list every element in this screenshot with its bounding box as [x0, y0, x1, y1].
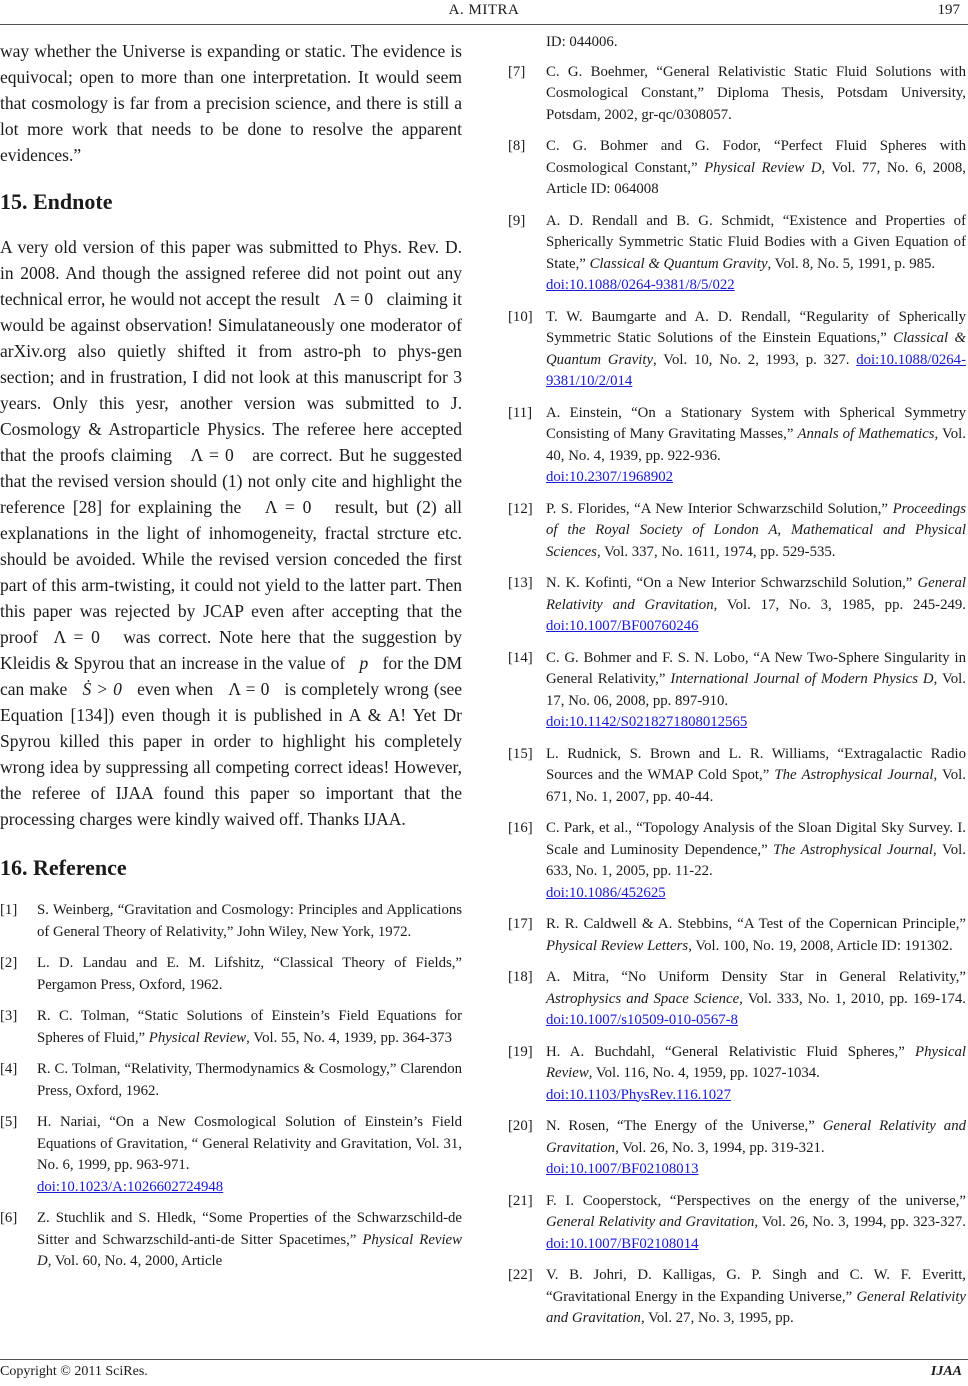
- journal-name: Physical Review D: [704, 159, 822, 176]
- doi-link[interactable]: doi:10.1007/BF00760246: [546, 618, 699, 634]
- journal-name: Proceedings of the Royal Society of London A, Mathematical and Physical Sciences: [546, 500, 966, 560]
- header-divider: [0, 24, 968, 25]
- reference-text: Z. Stuchlik and S. Hledk, “Some Properties of the Schwarzschild-de Sitter and Schwarzschild-anti-de Sitter Spacetimes,” Physical Review D, Vol. 60, No. 4, 2000, Article: [37, 1210, 462, 1269]
- running-head-author: A. MITRA: [448, 2, 520, 18]
- lambda-zero-math: Λ = 0: [264, 497, 312, 517]
- reference-item: [0, 1059, 462, 1102]
- lambda-zero-math: Λ = 0: [53, 627, 100, 647]
- doi-link[interactable]: doi:10.1103/PhysRev.116.1027: [546, 1086, 731, 1103]
- doi-link[interactable]: doi:10.1086/452625: [546, 884, 666, 901]
- reference-item: [508, 211, 966, 297]
- reference-text: C. G. Bohmer and F. S. N. Lobo, “A New Two-Sphere Singularity in General Relativity,” International Journal of Modern Physics D, Vol. 17, No. 06, 2008, pp. 897-910. doi:10.1142/S0218271808012565: [546, 649, 966, 730]
- reference-text: P. S. Florides, “A New Interior Schwarzschild Solution,” Proceedings of the Royal Society of London A, Mathematical and Physical Sciences, Vol. 337, No. 1611, 1974, pp. 529-535.: [546, 500, 966, 560]
- reference-item: [508, 307, 966, 393]
- reference-text: F. I. Cooperstock, “Perspectives on the energy of the universe,” General Relativity and Gravitation, Vol. 26, No. 3, 1994, pp. 323-327. doi:10.1007/BF02108014: [546, 1192, 966, 1252]
- journal-name: Classical & Quantum Gravity: [546, 330, 966, 368]
- endnote-text-1: A very old version of this paper was submitted to Phys. Rev. D. in 2008. And though the assigned referee did not point out any technical error, he would not accept the result: [0, 237, 462, 309]
- endnote-text-6: for the DM can make: [0, 653, 463, 699]
- reference-item: [508, 914, 966, 957]
- reference-item: [0, 953, 462, 996]
- journal-name: International Journal of Modern Physics D: [670, 671, 934, 687]
- reference-item: [508, 648, 966, 734]
- endnote-text-7: even when: [137, 679, 214, 699]
- reference-number: [6]: [0, 1210, 18, 1226]
- reference-text: C. G. Bohmer and G. Fodor, “Perfect Fluid Spheres with Cosmological Constant,” Physical Review D, Vol. 77, No. 6, 2008, Article ID: 064008: [546, 138, 966, 197]
- journal-name: Astrophysics and Space Science: [546, 990, 740, 1007]
- reference-item: [0, 1112, 462, 1198]
- reference-item: [508, 1265, 966, 1330]
- reference-item: [0, 1006, 462, 1049]
- reference-number: [1]: [0, 902, 18, 918]
- reference-text: A. Mitra, “No Uniform Density Star in General Relativity,” Astrophysics and Space Science, Vol. 333, No. 1, 2010, pp. 169-174. doi:10.1007/s10509-010-0567-8: [546, 969, 966, 1028]
- journal-name: Annals of Mathematics: [797, 426, 935, 442]
- doi-link[interactable]: doi:10.1088/0264-9381/8/5/022: [546, 277, 735, 293]
- reference-text: C. Park, et al., “Topology Analysis of the Sloan Digital Sky Survey. I. Scale and Luminosity Dependence,” The Astrophysical Journal, Vol. 633, No. 1, 2005, pp. 11-22. doi:10.1086/452625: [546, 820, 966, 901]
- doi-link[interactable]: doi:10.1007/BF02108013: [546, 1161, 699, 1177]
- reference-number: [16]: [508, 820, 533, 836]
- reference-item: [508, 1042, 966, 1107]
- journal-name: Classical & Quantum Gravity: [589, 255, 768, 272]
- reference-item: [508, 403, 966, 489]
- reference-number: [4]: [0, 1061, 18, 1077]
- reference-number: [21]: [508, 1192, 533, 1209]
- reference-item: [0, 900, 462, 943]
- endnote-text-5: was correct. Note here that the suggestion by Kleidis & Spyrou that an increase in the value of: [0, 627, 463, 673]
- reference-text: H. A. Buchdahl, “General Relativistic Fluid Spheres,” Physical Review, Vol. 116, No. 4, 1959, pp. 1027-1034. doi:10.1103/PhysRev.116.1027: [546, 1043, 966, 1103]
- reference-number: [17]: [508, 916, 533, 932]
- reference-item: [508, 62, 966, 127]
- lambda-zero-math: Λ = 0: [333, 289, 374, 309]
- intro-paragraph: way whether the Universe is expanding or static. The evidence is equivocal; open to more than one interpretation. It would seem that cosmology is far from a precision science, and there is still a lot more work that needs to be done to resolve the apparent evidences.”: [0, 41, 462, 165]
- s-dot-math: Ṡ > 0: [82, 679, 122, 699]
- reference-number: [19]: [508, 1043, 533, 1060]
- journal-name: Physical Review: [148, 1029, 247, 1046]
- page-number: 197: [937, 2, 960, 18]
- reference-number: [8]: [508, 138, 526, 154]
- reference-item: [508, 744, 966, 809]
- doi-link[interactable]: doi:10.1088/0264-9381/10/2/014: [546, 351, 966, 389]
- reference-item: [508, 1191, 966, 1256]
- journal-name: Physical Review D: [37, 1231, 462, 1269]
- reference-heading: 16. Reference: [0, 855, 127, 880]
- endnote-text-4: result, but (2) all explanations in the light of inhomogeneity, fractal strcture etc. should be avoided. While the revised version conceded the first part of this arm-twisting, it could not yield to the latter part. Then this paper was rejected by JCAP even after accepting that the proof: [0, 497, 462, 647]
- reference-text: A. Einstein, “On a Stationary System with Spherical Symmetry Consisting of Many Gravitating Masses,” Annals of Mathematics, Vol. 40, No. 4, 1939, pp. 922-936. doi:10.2307/1968902: [546, 404, 966, 485]
- footer-journal: IJAA: [930, 1364, 962, 1379]
- reference-text: R. C. Tolman, “Relativity, Thermodynamics & Cosmology,” Clarendon Press, Oxford, 1962.: [37, 1061, 462, 1099]
- reference-number: [12]: [508, 500, 533, 517]
- journal-name: Physical Review Letters: [546, 937, 689, 954]
- reference-list-right: [508, 32, 966, 1330]
- endnote-heading: 15. Endnote: [0, 189, 113, 214]
- reference-text: L. D. Landau and E. M. Lifshitz, “Classical Theory of Fields,” Pergamon Press, Oxford, 1962.: [37, 955, 462, 993]
- journal-name: The Astrophysical Journal: [774, 767, 934, 783]
- reference-item: [508, 499, 966, 564]
- reference-text: C. G. Boehmer, “General Relativistic Static Fluid Solutions with Cosmological Constant,” Diploma Thesis, Potsdam University, Potsdam, 2002, gr-qc/0308057.: [546, 63, 966, 123]
- doi-link[interactable]: doi:10.1007/BF02108014: [546, 1235, 699, 1252]
- endnote-paragraph: [0, 234, 462, 832]
- reference-text: T. W. Baumgarte and A. D. Rendall, “Regularity of Spherically Symmetric Static Solutions of the Einstein Equations,” Classical & Quantum Gravity, Vol. 10, No. 2, 1993, p. 327. doi:10.1088/0264-9381/10/2/014: [546, 308, 966, 389]
- reference-text: V. B. Johri, D. Kalligas, G. P. Singh and C. W. F. Everitt, “Gravitational Energy in the Expanding Universe,” General Relativity and Gravitation, Vol. 27, No. 3, 1995, pp.: [546, 1267, 966, 1326]
- reference-number: [13]: [508, 575, 533, 591]
- right-column: [508, 32, 966, 1330]
- reference-number: [20]: [508, 1118, 533, 1134]
- reference-text: N. K. Kofinti, “On a New Interior Schwarzschild Solution,” General Relativity and Gravitation, Vol. 17, No. 3, 1985, pp. 245-249. doi:10.1007/BF00760246: [546, 575, 967, 634]
- reference-item: [508, 967, 966, 1032]
- journal-name: The Astrophysical Journal: [773, 841, 934, 858]
- reference-number: [14]: [508, 649, 533, 666]
- reference-item: [0, 1208, 462, 1273]
- reference-text: A. D. Rendall and B. G. Schmidt, “Existence and Properties of Spherically Symmetric Static Fluid Bodies with a Given Equation of State,” Classical & Quantum Gravity, Vol. 8, No. 5, 1991, p. 985. doi:10.1088/0264-9381/8/5/022: [546, 212, 966, 293]
- reference-number: [10]: [508, 308, 533, 325]
- reference-text: R. R. Caldwell & A. Stebbins, “A Test of the Copernican Principle,” Physical Review Letters, Vol. 100, No. 19, 2008, Article ID: 191302.: [546, 916, 966, 954]
- doi-link[interactable]: doi:10.1023/A:1026602724948: [37, 1178, 224, 1195]
- reference-number: [5]: [0, 1114, 18, 1130]
- reference-continuation-text: ID: 044006.: [546, 34, 618, 50]
- journal-name: Physical Review: [546, 1043, 966, 1081]
- reference-number: [2]: [0, 955, 18, 971]
- reference-number: [3]: [0, 1008, 18, 1024]
- reference-number: [15]: [508, 745, 533, 762]
- journal-name: General Relativity and Gravitation: [546, 1288, 966, 1326]
- reference-item: [508, 1116, 966, 1181]
- journal-name: General Relativity and Gravitation: [546, 1214, 755, 1230]
- endnote-text-3: are correct. But he suggested that the revised version should (1) not only cite and highlight the reference [28] for explaining the: [0, 445, 462, 517]
- doi-link[interactable]: doi:10.1142/S0218271808012565: [546, 714, 748, 730]
- doi-link[interactable]: doi:10.1007/s10509-010-0567-8: [546, 1012, 738, 1028]
- reference-continuation: [508, 32, 966, 54]
- doi-link[interactable]: doi:10.2307/1968902: [546, 469, 674, 485]
- reference-number: [9]: [508, 212, 526, 229]
- journal-name: General Relativity and Gravitation: [546, 575, 966, 613]
- p-math: p: [359, 653, 369, 673]
- reference-number: [18]: [508, 969, 533, 985]
- footer-divider: [0, 1359, 968, 1360]
- endnote-text-8: is completely wrong (see Equation [134]) even though it is published in A & A! Yet Dr Spyrou killed this paper in order to highlight his completely wrong idea by suppressing all competing correct ideas! However, the referee of IJAA found this paper so important that the processing charges were kindly waived off. Thanks IJAA.: [0, 679, 463, 829]
- journal-name: General Relativity and Gravitation: [546, 1118, 966, 1156]
- reference-item: [508, 573, 966, 638]
- endnote-text-2: claiming it would be against observation! Simulataneously one moderator of arXiv.org also quietly shifted it from astro-ph to phys-gen section; and in frustration, I did not look at this manuscript for 3 years. Only this yesr, another version was submitted to J. Cosmology & Astroparticle Physics. The referee here accepted that the proofs claiming: [0, 289, 463, 465]
- reference-text: H. Nariai, “On a New Cosmological Solution of Einstein’s Field Equations of Gravitation, “ General Relativity and Gravitation, Vol. 31, No. 6, 1999, pp. 963-971. doi:10.1023/A:1026602724948: [37, 1114, 462, 1195]
- reference-text: N. Rosen, “The Energy of the Universe,” General Relativity and Gravitation, Vol. 26, No. 3, 1994, pp. 319-321. doi:10.1007/BF02108013: [546, 1118, 966, 1177]
- reference-item: [508, 136, 966, 201]
- footer-copyright: Copyright © 2011 SciRes.: [0, 1364, 148, 1379]
- reference-number: [7]: [508, 63, 526, 80]
- reference-item: [508, 818, 966, 904]
- lambda-zero-math: Λ = 0: [190, 445, 234, 465]
- reference-number: [22]: [508, 1267, 533, 1283]
- reference-number: [11]: [508, 404, 533, 421]
- lambda-zero-math: Λ = 0: [228, 679, 270, 699]
- reference-text: R. C. Tolman, “Static Solutions of Einstein’s Field Equations for Spheres of Fluid,” Physical Review, Vol. 55, No. 4, 1939, pp. 364-373: [37, 1008, 462, 1046]
- reference-text: S. Weinberg, “Gravitation and Cosmology: Principles and Applications of General Theory of Relativity,” John Wiley, New York, 1972.: [37, 902, 462, 940]
- reference-list-left: [0, 900, 462, 1273]
- reference-text: L. Rudnick, S. Brown and L. R. Williams, “Extragalactic Radio Sources and the WMAP Cold Spot,” The Astrophysical Journal, Vol. 671, No. 1, 2007, pp. 40-44.: [546, 745, 966, 805]
- left-column: [0, 38, 462, 1273]
